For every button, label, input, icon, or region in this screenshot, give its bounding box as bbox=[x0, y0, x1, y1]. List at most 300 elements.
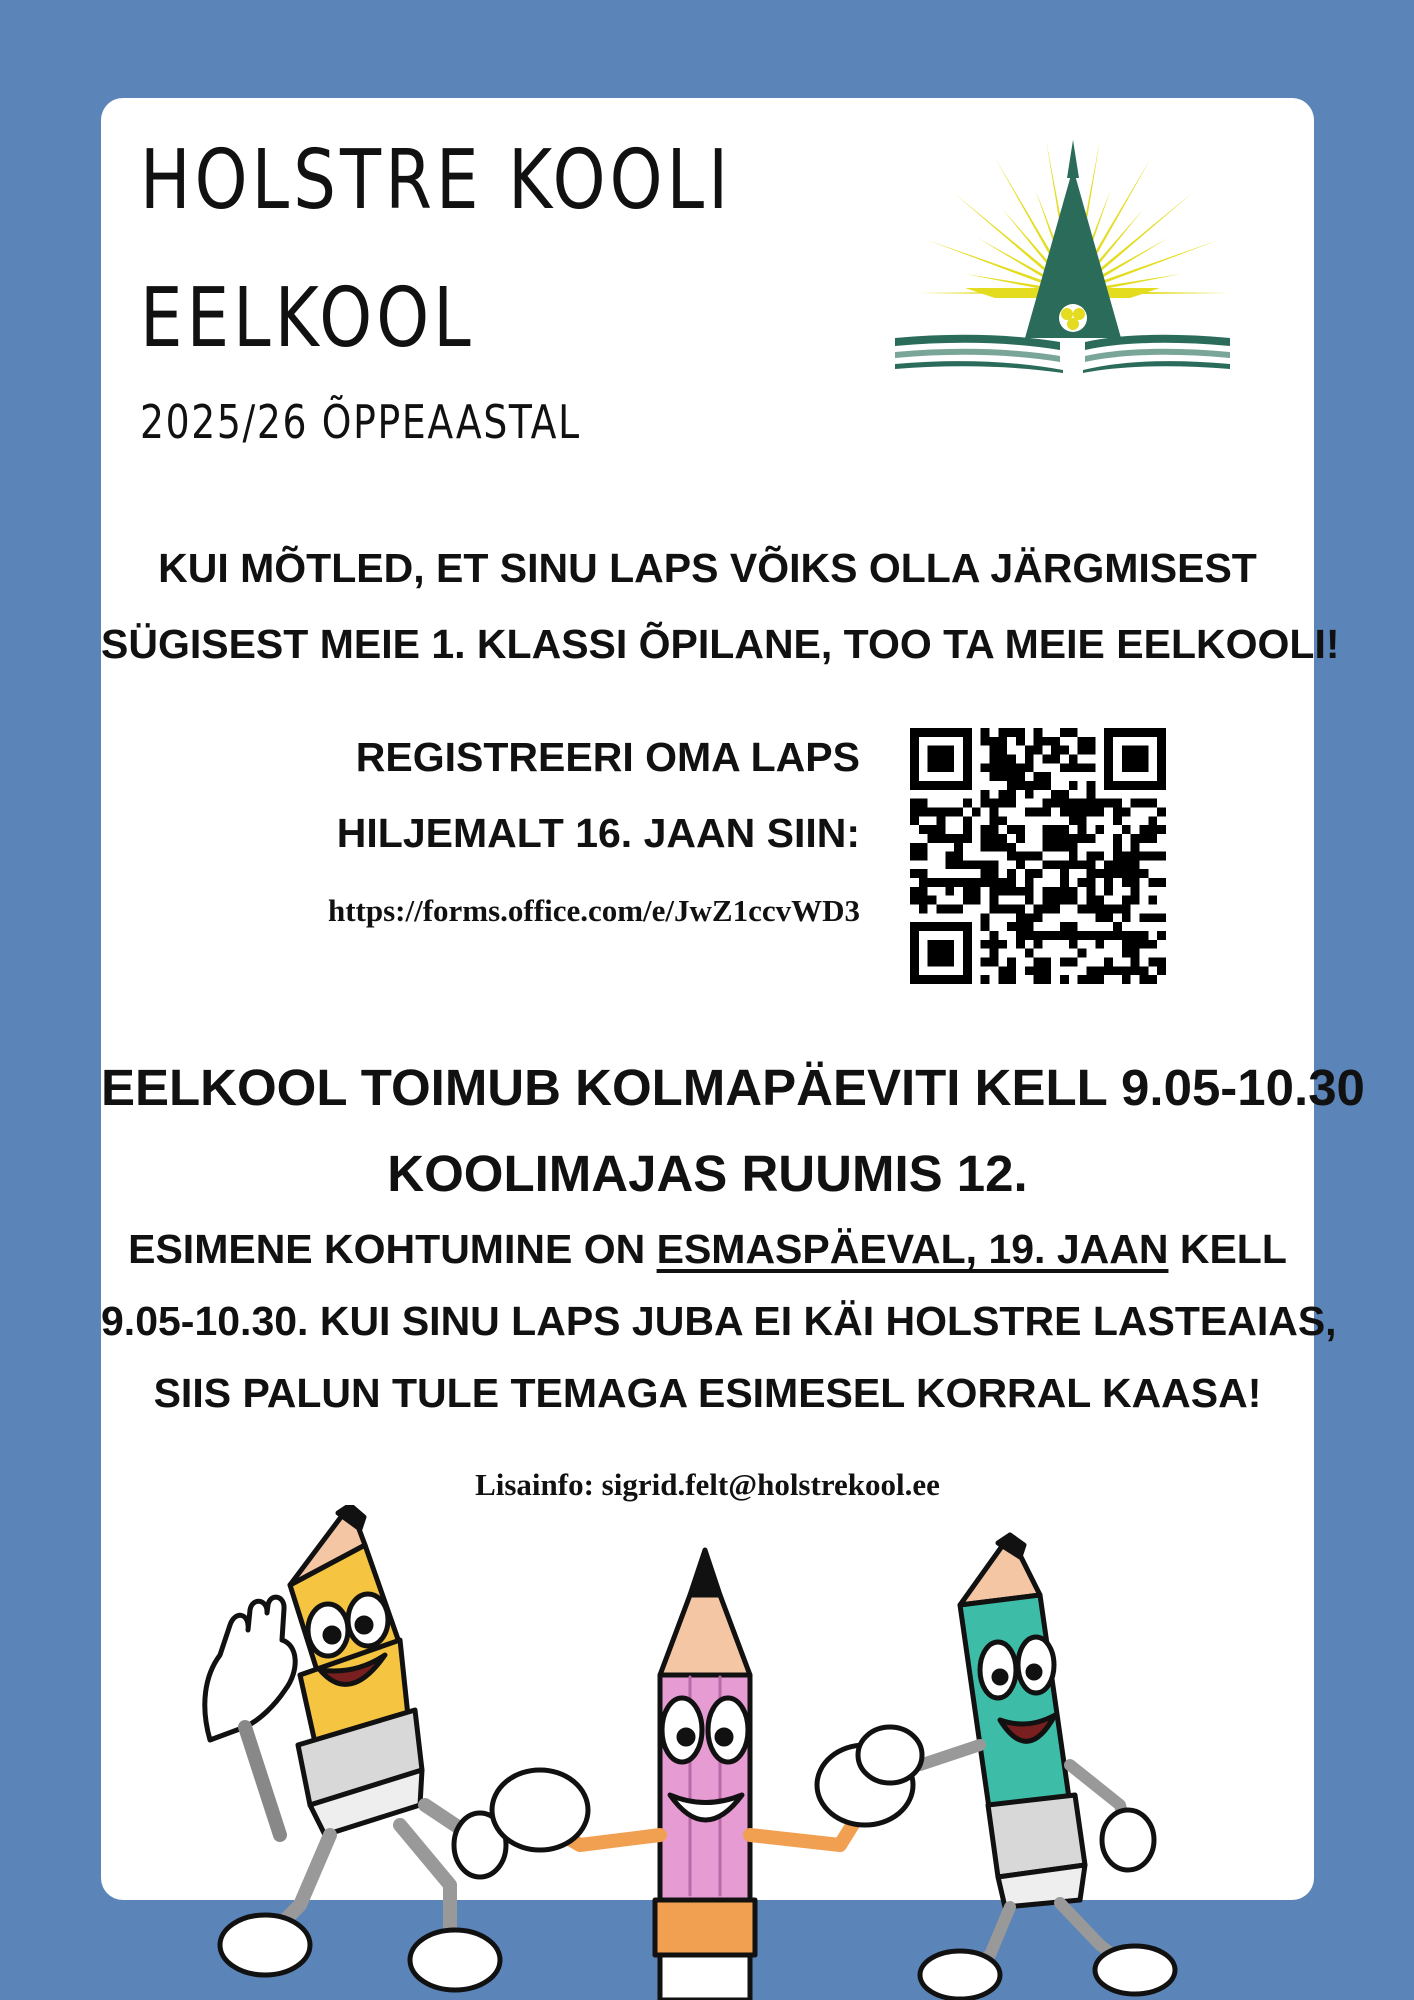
qr-module bbox=[989, 887, 998, 896]
qr-module bbox=[998, 728, 1007, 737]
qr-module bbox=[1060, 922, 1069, 931]
qr-module bbox=[1140, 799, 1149, 808]
qr-module bbox=[1122, 860, 1131, 869]
qr-module bbox=[1078, 860, 1087, 869]
qr-module bbox=[972, 887, 981, 896]
pencil-mascots-icon bbox=[150, 1505, 1250, 2000]
qr-module bbox=[1140, 834, 1149, 843]
qr-module bbox=[1060, 746, 1069, 755]
qr-module bbox=[1122, 746, 1148, 772]
qr-module bbox=[1087, 737, 1096, 746]
qr-module bbox=[919, 887, 928, 896]
qr-module bbox=[1148, 799, 1157, 808]
logo-sun-ray bbox=[1095, 193, 1192, 275]
qr-module bbox=[1042, 958, 1051, 967]
qr-module bbox=[989, 940, 998, 949]
pink-pencil-mascot bbox=[492, 1550, 913, 2000]
qr-module bbox=[981, 958, 990, 967]
qr-module bbox=[981, 975, 990, 984]
meeting-date: ESMASPÄEVAL, 19. JAAN bbox=[656, 1226, 1169, 1272]
qr-module bbox=[1042, 896, 1051, 905]
qr-module bbox=[945, 905, 954, 914]
qr-module bbox=[1007, 852, 1016, 861]
qr-module bbox=[1060, 975, 1069, 984]
qr-module bbox=[972, 860, 981, 869]
qr-module bbox=[1087, 781, 1096, 790]
qr-module bbox=[1069, 887, 1078, 896]
qr-module bbox=[1131, 958, 1140, 967]
qr-module bbox=[1157, 966, 1166, 975]
qr-module bbox=[945, 852, 954, 861]
qr-module bbox=[910, 816, 919, 825]
qr-module bbox=[1034, 940, 1043, 949]
qr-module bbox=[998, 754, 1007, 763]
qr-module bbox=[1140, 931, 1149, 940]
qr-module bbox=[1078, 975, 1087, 984]
qr-module bbox=[1007, 772, 1016, 781]
qr-module bbox=[1148, 940, 1157, 949]
qr-module bbox=[1060, 958, 1069, 967]
qr-module bbox=[1131, 887, 1140, 896]
qr-module bbox=[1042, 799, 1051, 808]
qr-module bbox=[910, 807, 919, 816]
qr-module bbox=[989, 878, 998, 887]
qr-module bbox=[1113, 869, 1122, 878]
qr-module bbox=[936, 825, 945, 834]
qr-module bbox=[989, 931, 998, 940]
logo-sun-ray bbox=[954, 193, 1051, 275]
qr-module bbox=[1113, 860, 1122, 869]
qr-module bbox=[1025, 790, 1034, 799]
qr-module bbox=[1131, 860, 1140, 869]
meeting-line-1-end: KELL bbox=[1168, 1226, 1287, 1272]
qr-module bbox=[954, 860, 963, 869]
qr-module bbox=[1131, 931, 1140, 940]
qr-module bbox=[1007, 754, 1016, 763]
qr-module bbox=[1069, 781, 1078, 790]
qr-module bbox=[1078, 949, 1087, 958]
qr-module bbox=[945, 834, 954, 843]
qr-module bbox=[1113, 931, 1122, 940]
qr-module bbox=[1122, 869, 1131, 878]
qr-module bbox=[963, 878, 972, 887]
qr-module bbox=[1042, 905, 1051, 914]
qr-module bbox=[1140, 913, 1149, 922]
meeting-line-2: 9.05-10.30. KUI SINU LAPS JUBA EI KÄI HOLSTRE LASTEAIAS, bbox=[101, 1298, 1337, 1344]
qr-module bbox=[954, 878, 963, 887]
qr-module bbox=[919, 799, 928, 808]
qr-module bbox=[1078, 834, 1087, 843]
qr-module bbox=[963, 799, 972, 808]
qr-module bbox=[919, 869, 928, 878]
qr-module bbox=[1095, 931, 1104, 940]
qr-module bbox=[981, 834, 990, 843]
qr-module bbox=[945, 878, 954, 887]
qr-module bbox=[1069, 799, 1078, 808]
qr-module bbox=[1140, 825, 1149, 834]
qr-module bbox=[989, 860, 998, 869]
qr-module bbox=[963, 896, 972, 905]
qr-module bbox=[1078, 931, 1087, 940]
qr-module bbox=[1060, 869, 1069, 878]
qr-module bbox=[1025, 949, 1034, 958]
qr-module bbox=[1042, 887, 1051, 896]
qr-module bbox=[1095, 807, 1104, 816]
qr-module bbox=[1025, 869, 1034, 878]
qr-module bbox=[1131, 966, 1140, 975]
qr-module bbox=[981, 913, 990, 922]
qr-module bbox=[1051, 896, 1060, 905]
qr-module bbox=[1148, 896, 1157, 905]
first-meeting-text bbox=[101, 1213, 1337, 1429]
qr-module bbox=[919, 878, 928, 887]
qr-module bbox=[1148, 975, 1157, 984]
qr-module bbox=[998, 975, 1007, 984]
qr-module bbox=[1131, 843, 1140, 852]
qr-module bbox=[1104, 878, 1113, 887]
schedule-line-1: EELKOOL TOIMUB KOLMAPÄEVITI KELL 9.05-10.30 bbox=[101, 1059, 1365, 1116]
qr-module bbox=[1131, 896, 1140, 905]
qr-module bbox=[1104, 887, 1113, 896]
qr-module bbox=[998, 816, 1007, 825]
qr-module bbox=[1095, 799, 1104, 808]
title-line-2: EELKOOL bbox=[140, 271, 475, 366]
qr-module bbox=[1087, 799, 1096, 808]
qr-module bbox=[963, 816, 972, 825]
qr-module bbox=[989, 843, 998, 852]
qr-module bbox=[1034, 966, 1043, 975]
qr-module bbox=[1007, 728, 1016, 737]
qr-module bbox=[963, 825, 972, 834]
qr-module bbox=[1131, 852, 1140, 861]
qr-module bbox=[1157, 825, 1166, 834]
qr-module bbox=[1131, 869, 1140, 878]
qr-module bbox=[998, 940, 1007, 949]
qr-module bbox=[1034, 975, 1043, 984]
qr-module bbox=[972, 896, 981, 905]
qr-module bbox=[1122, 913, 1131, 922]
qr-module bbox=[1069, 896, 1078, 905]
yellow-pencil-mascot bbox=[205, 1505, 506, 1990]
qr-module bbox=[919, 852, 928, 861]
qr-module bbox=[919, 825, 928, 834]
qr-module bbox=[989, 737, 998, 746]
logo-sun-ray bbox=[978, 238, 1048, 279]
qr-module bbox=[1069, 958, 1078, 967]
qr-module bbox=[1025, 913, 1034, 922]
qr-module bbox=[1087, 869, 1096, 878]
qr-module bbox=[1087, 746, 1096, 755]
qr-module bbox=[1148, 958, 1157, 967]
qr-module bbox=[1113, 852, 1122, 861]
qr-module bbox=[1113, 834, 1122, 843]
qr-module bbox=[998, 763, 1007, 772]
qr-module bbox=[1051, 746, 1060, 755]
qr-module bbox=[928, 746, 954, 772]
qr-module bbox=[989, 905, 998, 914]
qr-module bbox=[928, 896, 937, 905]
qr-module bbox=[1087, 807, 1096, 816]
qr-module bbox=[1034, 772, 1043, 781]
qr-module bbox=[1104, 799, 1113, 808]
register-line-1: REGISTREERI OMA LAPS bbox=[355, 734, 860, 780]
qr-module bbox=[998, 799, 1007, 808]
qr-module bbox=[998, 834, 1007, 843]
logo-sun-ray bbox=[1102, 274, 1181, 289]
qr-module bbox=[1060, 790, 1069, 799]
qr-module bbox=[1104, 860, 1113, 869]
qr-code-icon[interactable] bbox=[910, 728, 1166, 984]
qr-module bbox=[1016, 931, 1025, 940]
qr-module bbox=[1042, 843, 1051, 852]
qr-module bbox=[1016, 825, 1025, 834]
qr-module bbox=[1051, 825, 1060, 834]
qr-module bbox=[989, 763, 998, 772]
school-year-subtitle: 2025/26 ÕPPEAASTAL bbox=[140, 395, 581, 449]
qr-module bbox=[954, 807, 963, 816]
schedule-line-2: KOOLIMAJAS RUUMIS 12. bbox=[387, 1145, 1028, 1202]
qr-module bbox=[1095, 966, 1104, 975]
qr-module bbox=[981, 763, 990, 772]
qr-module bbox=[1087, 966, 1096, 975]
qr-module bbox=[1095, 940, 1104, 949]
qr-module bbox=[954, 905, 963, 914]
qr-module bbox=[1051, 843, 1060, 852]
qr-module bbox=[1148, 852, 1157, 861]
qr-module bbox=[1007, 975, 1016, 984]
logo-sun-ray bbox=[1098, 238, 1168, 279]
qr-module bbox=[1051, 905, 1060, 914]
qr-module bbox=[1060, 887, 1069, 896]
qr-module bbox=[1113, 922, 1122, 931]
qr-module bbox=[1060, 860, 1069, 869]
qr-module bbox=[1060, 825, 1069, 834]
qr-module bbox=[981, 940, 990, 949]
qr-module bbox=[1060, 931, 1069, 940]
qr-module bbox=[989, 746, 998, 755]
qr-module bbox=[1078, 807, 1087, 816]
qr-module bbox=[972, 878, 981, 887]
qr-module bbox=[1016, 834, 1025, 843]
qr-module bbox=[1131, 940, 1140, 949]
qr-module bbox=[989, 816, 998, 825]
qr-module bbox=[1078, 799, 1087, 808]
qr-module bbox=[1087, 834, 1096, 843]
intro-line-1: KUI MÕTLED, ET SINU LAPS VÕIKS OLLA JÄRGMISEST bbox=[158, 545, 1257, 591]
qr-module bbox=[1095, 913, 1104, 922]
qr-module bbox=[1157, 807, 1166, 816]
qr-module bbox=[1148, 913, 1157, 922]
qr-module bbox=[1025, 931, 1034, 940]
qr-module bbox=[1016, 737, 1025, 746]
qr-module bbox=[963, 860, 972, 869]
qr-module bbox=[1051, 799, 1060, 808]
meeting-line-3: SIIS PALUN TULE TEMAGA ESIMESEL KORRAL KAASA! bbox=[153, 1370, 1262, 1416]
qr-module bbox=[981, 737, 990, 746]
qr-module bbox=[981, 825, 990, 834]
qr-module bbox=[981, 860, 990, 869]
qr-module bbox=[1131, 799, 1140, 808]
qr-module bbox=[1016, 913, 1025, 922]
qr-module bbox=[1060, 834, 1069, 843]
qr-module bbox=[945, 860, 954, 869]
qr-module bbox=[1034, 869, 1043, 878]
qr-module bbox=[1069, 816, 1078, 825]
qr-module bbox=[945, 807, 954, 816]
qr-module bbox=[989, 807, 998, 816]
qr-module bbox=[1148, 816, 1157, 825]
qr-module bbox=[1025, 922, 1034, 931]
qr-module bbox=[1025, 781, 1034, 790]
qr-module bbox=[1087, 763, 1096, 772]
qr-module bbox=[1007, 781, 1016, 790]
qr-module bbox=[1034, 807, 1043, 816]
qr-module bbox=[1069, 940, 1078, 949]
qr-module bbox=[1095, 975, 1104, 984]
qr-module bbox=[1016, 852, 1025, 861]
qr-module bbox=[1007, 843, 1016, 852]
qr-module bbox=[1069, 763, 1078, 772]
qr-module bbox=[1007, 958, 1016, 967]
qr-module bbox=[1122, 966, 1131, 975]
qr-module bbox=[981, 922, 990, 931]
qr-module bbox=[1060, 807, 1069, 816]
qr-module bbox=[1148, 825, 1157, 834]
logo-sun-ray bbox=[965, 274, 1044, 289]
qr-module bbox=[1034, 728, 1043, 737]
qr-module bbox=[1087, 896, 1096, 905]
intro-text bbox=[101, 530, 1340, 682]
qr-module bbox=[928, 807, 937, 816]
qr-module bbox=[1042, 754, 1051, 763]
qr-module bbox=[919, 843, 928, 852]
qr-module bbox=[1131, 949, 1140, 958]
qr-module bbox=[1034, 852, 1043, 861]
qr-module bbox=[1069, 728, 1078, 737]
qr-module bbox=[1148, 878, 1157, 887]
qr-module bbox=[1025, 878, 1034, 887]
qr-module bbox=[998, 772, 1007, 781]
qr-module bbox=[1042, 975, 1051, 984]
qr-module bbox=[1104, 905, 1113, 914]
qr-module bbox=[1007, 905, 1016, 914]
qr-module bbox=[1113, 816, 1122, 825]
qr-module bbox=[998, 737, 1007, 746]
qr-module bbox=[972, 807, 981, 816]
qr-module bbox=[1016, 772, 1025, 781]
qr-module bbox=[1069, 922, 1078, 931]
qr-module bbox=[1034, 958, 1043, 967]
qr-module bbox=[1113, 966, 1122, 975]
qr-module bbox=[1042, 825, 1051, 834]
qr-module bbox=[1140, 869, 1149, 878]
qr-module bbox=[1148, 834, 1157, 843]
qr-module bbox=[1042, 834, 1051, 843]
qr-module bbox=[1051, 860, 1060, 869]
qr-module bbox=[1051, 790, 1060, 799]
qr-module bbox=[1016, 887, 1025, 896]
qr-module bbox=[936, 834, 945, 843]
qr-module bbox=[936, 816, 945, 825]
qr-module bbox=[1104, 966, 1113, 975]
qr-module bbox=[1016, 905, 1025, 914]
qr-module bbox=[1060, 843, 1069, 852]
qr-module bbox=[1060, 878, 1069, 887]
qr-module bbox=[1087, 860, 1096, 869]
qr-module bbox=[1087, 790, 1096, 799]
qr-module bbox=[954, 852, 963, 861]
qr-module bbox=[936, 905, 945, 914]
qr-module bbox=[998, 790, 1007, 799]
qr-module bbox=[1016, 940, 1025, 949]
qr-module bbox=[1122, 852, 1131, 861]
qr-module bbox=[928, 940, 954, 966]
qr-module bbox=[1122, 940, 1131, 949]
qr-module bbox=[1007, 825, 1016, 834]
qr-module bbox=[1104, 931, 1113, 940]
qr-module bbox=[998, 966, 1007, 975]
qr-module bbox=[1104, 869, 1113, 878]
meeting-line-1 bbox=[101, 1213, 1314, 1285]
qr-module bbox=[989, 896, 998, 905]
qr-module bbox=[1087, 878, 1096, 887]
qr-module bbox=[1095, 905, 1104, 914]
qr-module bbox=[963, 887, 972, 896]
qr-module bbox=[989, 825, 998, 834]
qr-module bbox=[1122, 825, 1131, 834]
qr-module bbox=[1060, 728, 1069, 737]
qr-module bbox=[1034, 746, 1043, 755]
qr-module bbox=[954, 843, 963, 852]
qr-module bbox=[936, 807, 945, 816]
qr-module bbox=[1078, 746, 1087, 755]
qr-module bbox=[928, 834, 937, 843]
qr-module bbox=[919, 807, 928, 816]
qr-module bbox=[1087, 931, 1096, 940]
registration-link[interactable]: https://forms.office.com/e/JwZ1ccvWD3 bbox=[327, 893, 860, 928]
qr-module bbox=[1087, 887, 1096, 896]
qr-module bbox=[1007, 922, 1016, 931]
qr-module bbox=[1034, 737, 1043, 746]
qr-module bbox=[1042, 807, 1051, 816]
qr-module bbox=[1042, 966, 1051, 975]
qr-module bbox=[1016, 922, 1025, 931]
qr-module bbox=[1078, 878, 1087, 887]
qr-module bbox=[1051, 754, 1060, 763]
qr-module bbox=[1113, 799, 1122, 808]
qr-module bbox=[989, 772, 998, 781]
qr-module bbox=[1113, 807, 1122, 816]
qr-module bbox=[1104, 913, 1113, 922]
qr-module bbox=[928, 878, 937, 887]
qr-module bbox=[1078, 905, 1087, 914]
qr-module bbox=[1078, 825, 1087, 834]
qr-module bbox=[1025, 852, 1034, 861]
qr-module bbox=[1042, 931, 1051, 940]
qr-module bbox=[1069, 852, 1078, 861]
qr-module bbox=[1025, 887, 1034, 896]
qr-module bbox=[1095, 869, 1104, 878]
intro-line-2: SÜGISEST MEIE 1. KLASSI ÕPILANE, TOO TA MEIE EELKOOLI! bbox=[101, 621, 1340, 667]
qr-module bbox=[1016, 728, 1025, 737]
qr-module bbox=[989, 958, 998, 967]
qr-module bbox=[910, 896, 919, 905]
qr-module bbox=[1131, 834, 1140, 843]
qr-module bbox=[1051, 834, 1060, 843]
qr-module bbox=[910, 887, 919, 896]
qr-module bbox=[1069, 807, 1078, 816]
qr-module bbox=[981, 728, 990, 737]
